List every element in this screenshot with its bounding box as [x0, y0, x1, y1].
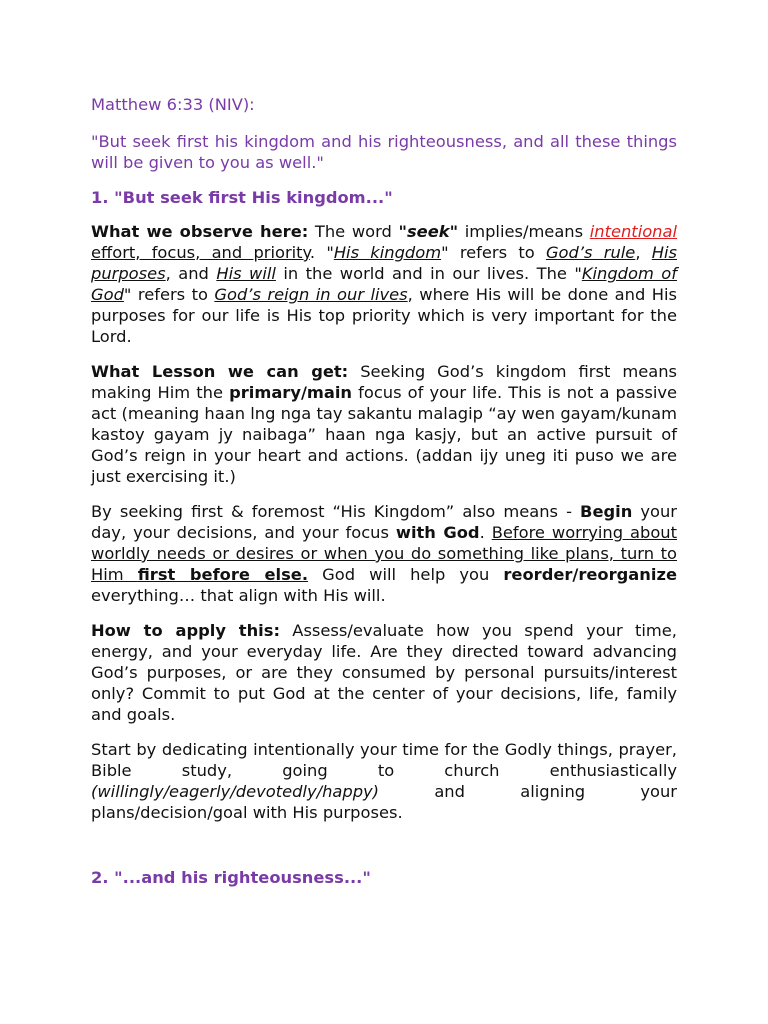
- his-kingdom-phrase: His kingdom: [333, 243, 442, 262]
- scripture-verse: "But seek first his kingdom and his righteousness, and all these things will be given to you as well.": [91, 132, 677, 172]
- primary-main-word: primary/main: [229, 383, 353, 402]
- apply-label: How to apply this:: [91, 621, 280, 640]
- scripture-reference: Matthew 6:33 (NIV):: [91, 95, 255, 114]
- before-worrying-phrase: Before worrying about worldly needs or desires or when you do something like plans, turn to Him: [91, 523, 678, 584]
- document-page: [91, 94, 677, 888]
- with-god-phrase: with God: [395, 523, 480, 542]
- kingdom-of-god-phrase: Kingdom of God: [91, 264, 677, 304]
- his-purposes-phrase: His purposes: [91, 243, 677, 283]
- observation-label: What we observe here:: [91, 222, 309, 241]
- start-paragraph: Start by dedicating intentionally your time for the Godly things, prayer, Bible study, going to church enthusiastically (willingly/eagerly/devotedly/happy) and aligning your plans/decision/goal with His purposes.: [91, 740, 677, 822]
- section-heading-2: 2. "...and his righteousness...": [91, 868, 371, 887]
- willingly-phrase: (willingly/eagerly/devotedly/happy): [91, 782, 380, 801]
- observation-paragraph: What we observe here: The word "seek" implies/means intentional effort, focus, and priority. "His kingdom" refers to God’s rule, His purposes, and His will in the world and in our lives. The "Kingdom of God" refers to God’s reign in our lives, where His will be done and His purposes for our life is His top priority which is very important for the Lord.: [91, 222, 677, 346]
- first-before-else-phrase: first before else.: [137, 565, 309, 584]
- apply-paragraph: How to apply this: Assess/evaluate how you spend your time, energy, and your everyday life. Are they directed toward advancing God’s purposes, or are they consumed by personal pursuits/interest only? Commit to put God at the center of your decisions, life, family and goals.: [91, 621, 677, 724]
- intentional-word: intentional: [589, 222, 677, 241]
- gods-rule-phrase: God’s rule: [545, 243, 636, 262]
- effort-phrase: effort, focus, and priority: [91, 243, 310, 262]
- gods-reign-phrase: God’s reign in our lives: [214, 285, 408, 304]
- lesson-paragraph: What Lesson we can get: Seeking God’s kingdom first means making Him the primary/main focus of your life. This is not a passive act (meaning haan lng nga tay sakantu malagip “ay wen gayam/kunam kastoy gayam jy naibaga” haan nga kasjy, but an active pursuit of God’s reign in your heart and actions. (addan ijy uneg iti puso we are just exercising it.): [91, 362, 678, 486]
- lesson-label: What Lesson we can get:: [91, 362, 349, 381]
- his-will-phrase: His will: [216, 264, 276, 283]
- section-heading-1: 1. "But seek first His kingdom...": [91, 188, 393, 207]
- reorder-word: reorder/reorganize: [503, 565, 677, 584]
- seek-word: seek: [406, 222, 450, 241]
- seeking-paragraph: By seeking first & foremost “His Kingdom” also means - Begin your day, your decisions, and your focus with God. Before worrying about worldly needs or desires or when you do something like plans, turn to Him first before else. God will help you reorder/reorganize everything… that align with His will.: [91, 502, 678, 605]
- begin-word: Begin: [580, 502, 633, 521]
